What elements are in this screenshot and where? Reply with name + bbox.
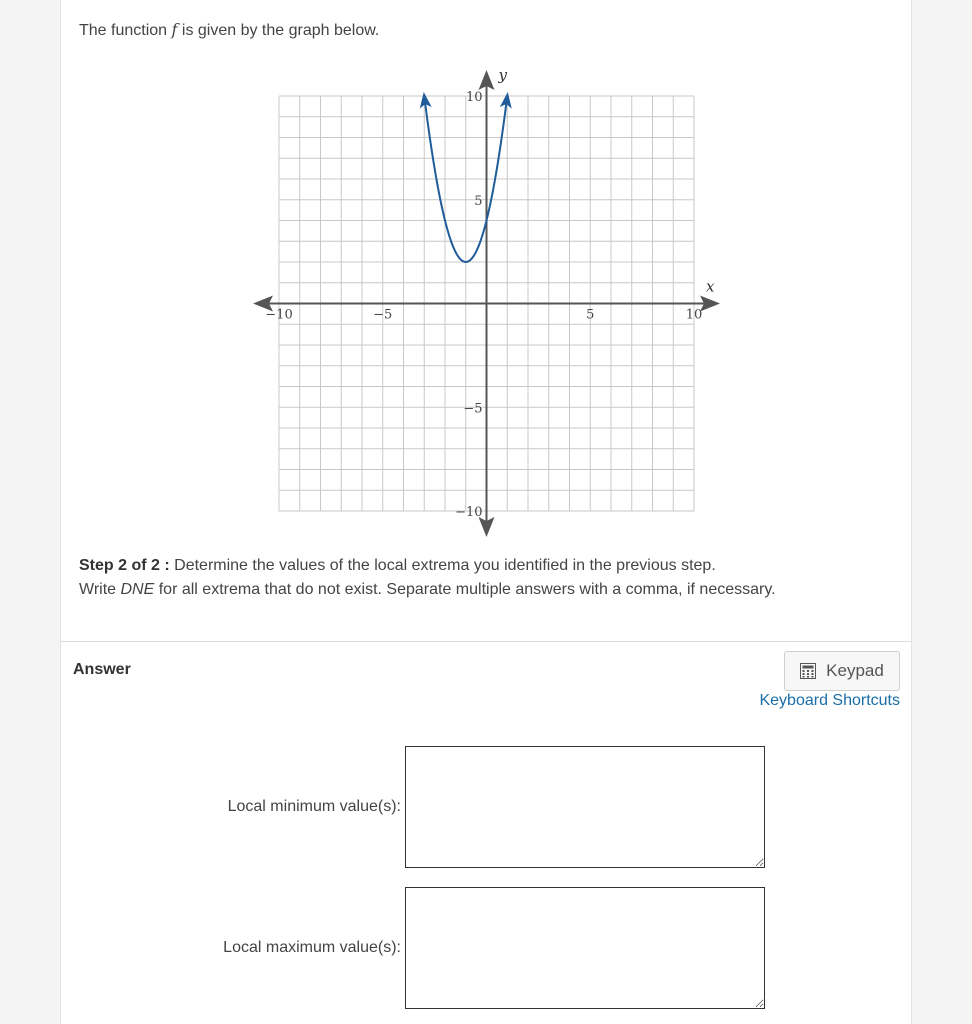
y-tick-label: 10: [465, 90, 483, 105]
function-variable: f: [171, 20, 178, 39]
step-line2-dne: DNE: [120, 581, 155, 598]
keyboard-shortcuts-link[interactable]: Keyboard Shortcuts: [759, 692, 900, 709]
x-axis-label: x: [706, 277, 715, 296]
local-min-label: Local minimum value(s):: [227, 798, 401, 815]
y-axis-label: y: [498, 66, 507, 84]
answer-heading: Answer: [73, 661, 131, 678]
graph-axes: [253, 70, 720, 537]
section-divider: [61, 641, 911, 642]
step-line-1: [79, 554, 899, 578]
step-title: Step 2 of 2 :: [79, 557, 170, 574]
intro-suffix: is given by the graph below.: [181, 22, 380, 39]
x-tick-label: −5: [373, 307, 393, 323]
y-tick-label: −10: [455, 505, 483, 520]
step-line2-suffix: for all extrema that do not exist. Separate multiple answers with a comma, if necessary.: [158, 581, 776, 598]
intro-prefix: The function: [79, 22, 168, 39]
step-line2-prefix: Write: [79, 581, 117, 598]
function-graph: [61, 0, 911, 545]
x-tick-label: 10: [685, 307, 703, 323]
step-line-2: [79, 578, 899, 602]
keypad-button[interactable]: [784, 651, 900, 691]
step-text: Determine the values of the local extrema you identified in the previous step.: [174, 557, 716, 574]
local-max-label: Local maximum value(s):: [223, 939, 401, 956]
local-min-input[interactable]: [405, 746, 765, 868]
y-tick-label: −5: [463, 401, 483, 417]
keypad-label: Keypad: [826, 661, 884, 680]
x-tick-label: 5: [586, 307, 595, 323]
question-panel: [60, 0, 912, 1024]
graph-tick-labels: [265, 66, 715, 520]
calculator-icon: [800, 663, 816, 679]
y-tick-label: 5: [474, 193, 483, 209]
x-tick-label: −10: [265, 307, 293, 323]
local-max-input[interactable]: [405, 887, 765, 1009]
step-instructions: [79, 554, 899, 602]
